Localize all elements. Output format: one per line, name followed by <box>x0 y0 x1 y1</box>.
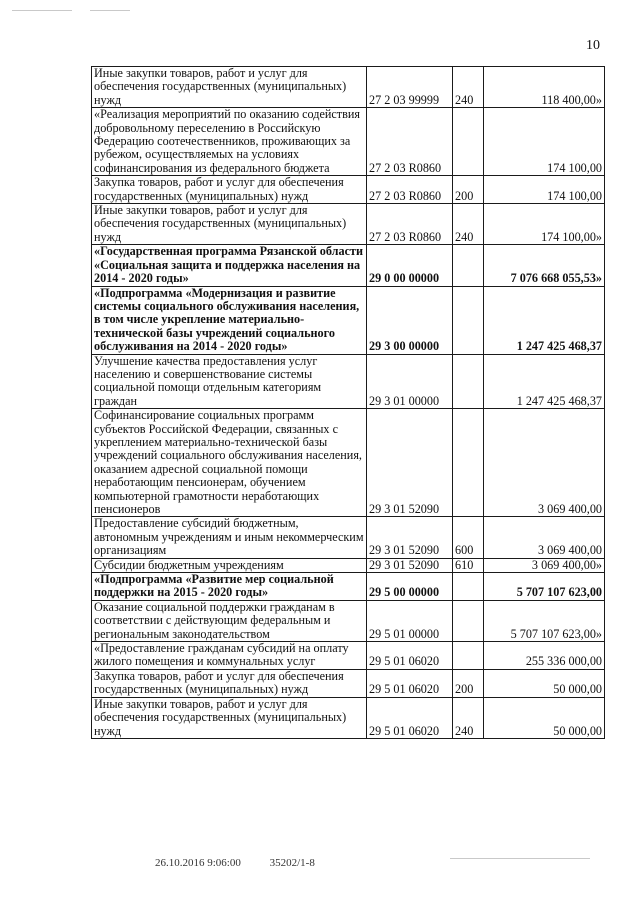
row-code-cell: 29 5 01 06020 <box>367 669 453 697</box>
row-code-cell: 29 3 01 00000 <box>367 354 453 409</box>
table-row <box>92 286 605 354</box>
row-sum-cell: 50 000,00 <box>484 669 605 697</box>
table-row <box>92 642 605 670</box>
row-type-cell <box>453 409 484 517</box>
row-type-cell <box>453 108 484 176</box>
row-code-cell: 27 2 03 99999 <box>367 67 453 108</box>
row-sum-cell: 3 069 400,00 <box>484 517 605 558</box>
row-type-cell: 240 <box>453 204 484 245</box>
row-name-cell: Улучшение качества предоставления услуг населению и совершенствование системы социальной помощи отдельным категориям граждан <box>92 354 367 409</box>
row-name-cell: Иные закупки товаров, работ и услуг для обеспечения государственных (муниципальных) нужд <box>92 697 367 738</box>
row-sum-cell: 3 069 400,00 <box>484 409 605 517</box>
table-row <box>92 176 605 204</box>
row-code-cell: 29 0 00 00000 <box>367 245 453 286</box>
row-type-cell <box>453 600 484 641</box>
row-name-cell: Закупка товаров, работ и услуг для обеспечения государственных (муниципальных) нужд <box>92 669 367 697</box>
row-code-cell: 29 5 00 00000 <box>367 573 453 601</box>
row-sum-cell: 1 247 425 468,37 <box>484 354 605 409</box>
row-sum-cell: 174 100,00 <box>484 108 605 176</box>
table-row <box>92 669 605 697</box>
table-row <box>92 354 605 409</box>
row-sum-cell: 255 336 000,00 <box>484 642 605 670</box>
row-name-cell: «Подпрограмма «Развитие мер социальной поддержки на 2015 - 2020 годы» <box>92 573 367 601</box>
row-type-cell <box>453 354 484 409</box>
table-row <box>92 517 605 558</box>
row-type-cell: 200 <box>453 669 484 697</box>
row-name-cell: Иные закупки товаров, работ и услуг для обеспечения государственных (муниципальных) нужд <box>92 204 367 245</box>
scan-artifact <box>90 10 130 11</box>
scan-artifact <box>450 858 590 859</box>
row-code-cell: 29 5 01 06020 <box>367 697 453 738</box>
row-sum-cell: 50 000,00 <box>484 697 605 738</box>
row-type-cell <box>453 286 484 354</box>
row-sum-cell: 3 069 400,00» <box>484 558 605 572</box>
row-sum-cell: 5 707 107 623,00 <box>484 573 605 601</box>
row-code-cell: 27 2 03 R0860 <box>367 176 453 204</box>
page-number: 10 <box>586 38 600 53</box>
table-row <box>92 697 605 738</box>
row-code-cell: 29 3 01 52090 <box>367 517 453 558</box>
row-sum-cell: 1 247 425 468,37 <box>484 286 605 354</box>
row-code-cell: 29 3 00 00000 <box>367 286 453 354</box>
table-row <box>92 67 605 108</box>
row-name-cell: «Реализация мероприятий по оказанию содействия добровольному переселению в Российскую Федерацию соотечественников, проживающих за рубежом, осуществляемых на условиях софинансирования из федерального бюджета <box>92 108 367 176</box>
footer-date: 26.10.2016 9:06:00 <box>155 857 241 869</box>
table-row <box>92 245 605 286</box>
row-type-cell <box>453 573 484 601</box>
row-code-cell: 27 2 03 R0860 <box>367 108 453 176</box>
row-name-cell: «Государственная программа Рязанской области «Социальная защита и поддержка населения на 2014 - 2020 годы» <box>92 245 367 286</box>
row-code-cell: 29 3 01 52090 <box>367 558 453 572</box>
footer-doc-id: 35202/1-8 <box>269 857 315 869</box>
row-type-cell: 240 <box>453 697 484 738</box>
row-name-cell: Иные закупки товаров, работ и услуг для обеспечения государственных (муниципальных) нужд <box>92 67 367 108</box>
row-name-cell: Закупка товаров, работ и услуг для обеспечения государственных (муниципальных) нужд <box>92 176 367 204</box>
row-sum-cell: 174 100,00 <box>484 176 605 204</box>
row-type-cell: 610 <box>453 558 484 572</box>
table-row <box>92 409 605 517</box>
row-code-cell: 29 5 01 00000 <box>367 600 453 641</box>
row-sum-cell: 174 100,00» <box>484 204 605 245</box>
row-name-cell: «Подпрограмма «Модернизация и развитие системы социального обслуживания населения, в том числе укрепление материально-технической базы учреждений социального обслуживания на 2014 - 2020 годы» <box>92 286 367 354</box>
table-row <box>92 558 605 572</box>
row-name-cell: «Предоставление гражданам субсидий на оплату жилого помещения и коммунальных услуг <box>92 642 367 670</box>
row-type-cell: 600 <box>453 517 484 558</box>
table-row <box>92 600 605 641</box>
row-type-cell <box>453 245 484 286</box>
row-code-cell: 29 5 01 06020 <box>367 642 453 670</box>
row-name-cell: Оказание социальной поддержки гражданам в соответствии с действующим федеральным и региональным законодательством <box>92 600 367 641</box>
scan-artifact <box>12 10 72 11</box>
row-sum-cell: 5 707 107 623,00» <box>484 600 605 641</box>
budget-table <box>91 66 605 739</box>
row-type-cell: 240 <box>453 67 484 108</box>
row-code-cell: 29 3 01 52090 <box>367 409 453 517</box>
footer <box>155 857 341 869</box>
row-type-cell <box>453 642 484 670</box>
row-type-cell: 200 <box>453 176 484 204</box>
row-name-cell: Софинансирование социальных программ субъектов Российской Федерации, связанных с укреплением материально-технической базы учреждений социального обслуживания населения, оказанием адресной социальной помощи неработающим пенсионерам, обучением компьютерной грамотности неработающих пенсионеров <box>92 409 367 517</box>
table-row <box>92 573 605 601</box>
table-row <box>92 108 605 176</box>
row-code-cell: 27 2 03 R0860 <box>367 204 453 245</box>
row-name-cell: Предоставление субсидий бюджетным, автономным учреждениям и иным некоммерческим организациям <box>92 517 367 558</box>
table-row <box>92 204 605 245</box>
row-sum-cell: 7 076 668 055,53» <box>484 245 605 286</box>
row-name-cell: Субсидии бюджетным учреждениям <box>92 558 367 572</box>
row-sum-cell: 118 400,00» <box>484 67 605 108</box>
